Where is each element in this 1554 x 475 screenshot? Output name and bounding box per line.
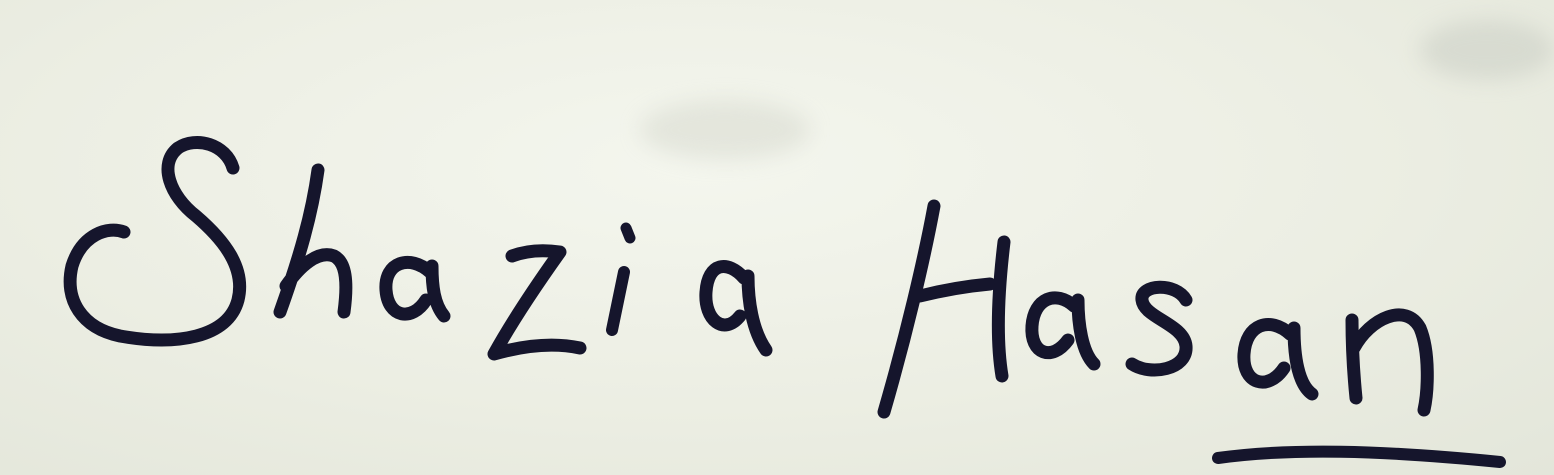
- glyph-a-2: [706, 266, 766, 350]
- signature-underline: [1218, 452, 1500, 462]
- glyph-h: [280, 170, 346, 312]
- glyph-H: [884, 206, 1004, 412]
- glyph-n: [1352, 315, 1427, 410]
- glyph-i: [612, 272, 624, 330]
- glyph-i-dot: [626, 228, 630, 238]
- glyph-S: [70, 142, 240, 339]
- glyph-z: [494, 251, 580, 354]
- glyph-a-3: [1032, 298, 1094, 364]
- glyph-s: [1132, 287, 1186, 370]
- glyph-a-1: [386, 262, 444, 316]
- glyph-a-4: [1244, 324, 1312, 394]
